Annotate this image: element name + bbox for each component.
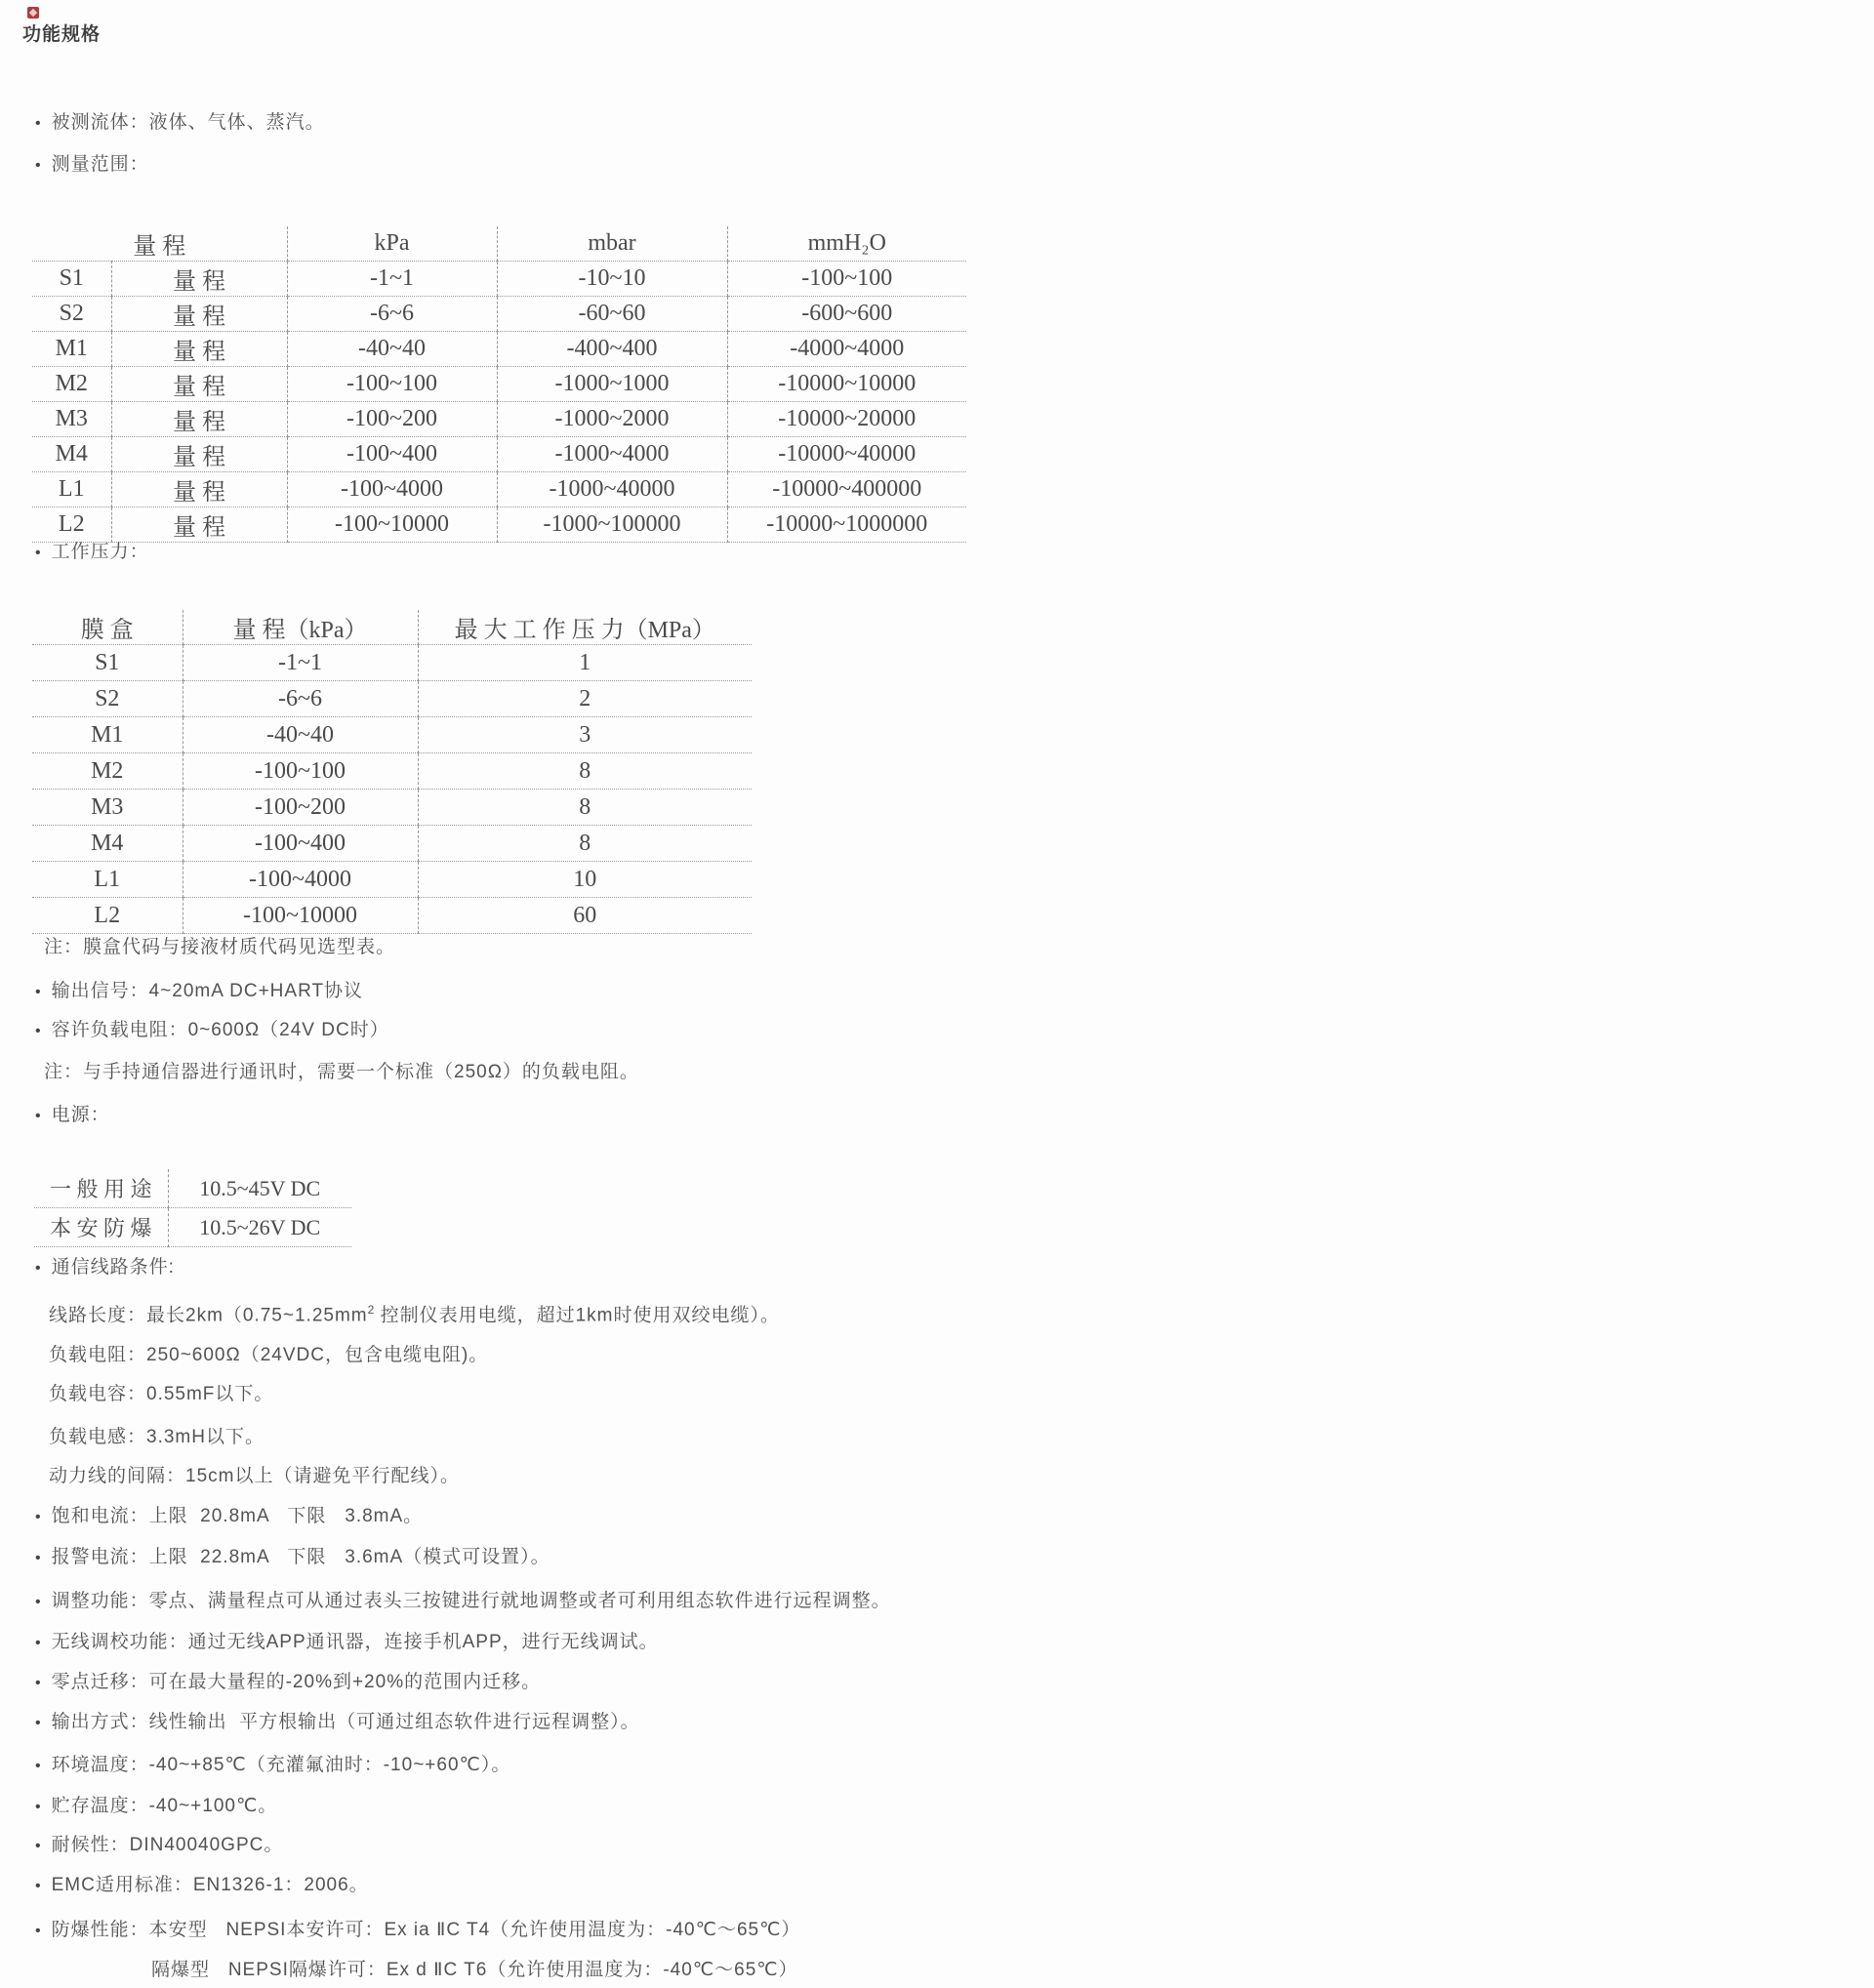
spec-load-capacitance: 负载电容：0.55mF以下。 (49, 1384, 274, 1404)
column-header: kPa (287, 226, 497, 262)
table-cell: S2 (32, 681, 183, 717)
table-cell: 量 程 (111, 297, 287, 332)
table-cell: -10000~10000 (727, 367, 966, 402)
table-cell: 10 (418, 862, 752, 898)
spec-range-label: • 测量范围： (35, 152, 149, 178)
table-cell: M1 (32, 717, 183, 753)
table-cell: 3 (418, 717, 752, 753)
table-cell: S1 (32, 262, 111, 297)
table-cell: -4000~4000 (727, 332, 966, 367)
table-row (32, 437, 966, 472)
max-working-pressure-table (32, 610, 752, 934)
table-cell: -100~10000 (183, 898, 418, 934)
measuring-range-table (32, 226, 966, 543)
table-cell: -100~400 (287, 437, 497, 472)
table-cell: 一 般 用 途 (34, 1169, 168, 1208)
table-cell: -100~100 (727, 262, 966, 297)
table-cell: M1 (32, 332, 111, 367)
table-header-row (32, 226, 966, 262)
table-cell: -100~4000 (183, 862, 418, 898)
table-row (32, 898, 752, 934)
table-cell: -100~100 (183, 753, 418, 790)
column-header: 膜 盒 (32, 610, 183, 645)
table-row (32, 862, 752, 898)
table-cell: L2 (32, 507, 111, 543)
table-cell: -400~400 (497, 332, 727, 367)
table-cell: -1~1 (287, 262, 497, 297)
table-cell: S2 (32, 297, 111, 332)
table-row (34, 1169, 351, 1208)
table-cell: -1000~4000 (497, 437, 727, 472)
table-cell: 本 安 防 爆 (34, 1208, 168, 1247)
note-hart: 注：与手持通信器进行通讯时，需要一个标准（250Ω）的负载电阻。 (44, 1062, 639, 1082)
spec-output-signal: • 输出信号：4~20mA DC+HART协议 (35, 979, 363, 1004)
table-cell: 2 (418, 681, 752, 717)
table-cell: M4 (32, 826, 183, 862)
table-cell: -100~400 (183, 826, 418, 862)
table-cell: L2 (32, 898, 183, 934)
table-cell: -1000~2000 (497, 402, 727, 437)
table-cell: L1 (32, 472, 111, 507)
table-cell: 8 (418, 790, 752, 826)
table-cell: -10000~1000000 (727, 507, 966, 543)
table-cell: 量 程 (111, 367, 287, 402)
power-supply-table (34, 1169, 351, 1247)
spec-weather-resistance: • 耐候性：DIN40040GPC。 (35, 1833, 283, 1858)
table-cell: -1~1 (183, 645, 418, 681)
table-cell: 量 程 (111, 472, 287, 507)
table-cell: 10.5~26V DC (168, 1208, 351, 1247)
line-length-text: 线路长度：最长2km（0.75~1.25mm (49, 1305, 368, 1326)
spec-comm-label: • 通信线路条件: (35, 1255, 175, 1280)
table-cell: -100~100 (287, 367, 497, 402)
table-row (32, 645, 752, 681)
page-title: 功能规格 (22, 24, 102, 45)
table-cell: L1 (32, 862, 183, 898)
spec-load-resistance: • 容许负载电阻：0~600Ω（24V DC时） (35, 1018, 389, 1043)
table-cell: 量 程 (111, 437, 287, 472)
table-cell: -100~200 (287, 402, 497, 437)
superscript-2: 2 (367, 1303, 375, 1317)
spec-zero-shift: • 零点迁移：可在最大量程的-20%到+20%的范围内迁移。 (35, 1670, 541, 1695)
table-row (32, 402, 966, 437)
spec-explosion-proof-line1: • 防爆性能：本安型 NEPSI本安许可：Ex ia ⅡC T4（允许使用温度为：-40℃～65℃） (35, 1918, 800, 1943)
spec-adjust-function: • 调整功能：零点、满量程点可从通过表头三按键进行就地调整或者可利用组态软件进行远程调整。 (35, 1589, 891, 1614)
table-cell: 1 (418, 645, 752, 681)
table-cell: -10000~20000 (727, 402, 966, 437)
table-cell: 60 (418, 898, 752, 934)
column-header: 量 程 (32, 226, 287, 262)
table-cell: -100~10000 (287, 507, 497, 543)
table-row (34, 1208, 351, 1247)
table-cell: -1000~40000 (497, 472, 727, 507)
table-cell: 量 程 (111, 507, 287, 543)
table-cell: 10.5~45V DC (168, 1169, 351, 1208)
spec-working-pressure-label: • 工作压力： (35, 540, 149, 565)
table-row (32, 507, 966, 543)
table-cell: -600~600 (727, 297, 966, 332)
table-row (32, 790, 752, 826)
column-header: mbar (497, 226, 727, 262)
table-cell: -100~4000 (287, 472, 497, 507)
table-cell: -60~60 (497, 297, 727, 332)
table-cell: M3 (32, 790, 183, 826)
table-cell: S1 (32, 645, 183, 681)
spec-storage-temp: • 贮存温度：-40~+100℃。 (35, 1794, 277, 1819)
table-cell: -6~6 (183, 681, 418, 717)
table-cell: -40~40 (183, 717, 418, 753)
column-header: mmH₂O (727, 226, 966, 262)
spec-line-length (49, 1298, 780, 1327)
column-header: 最 大 工 作 压 力（MPa） (418, 610, 752, 645)
table-cell: M2 (32, 753, 183, 790)
spec-alarm-current: • 报警电流：上限 22.8mA 下限 3.6mA（模式可设置）。 (35, 1545, 550, 1570)
table-header-row (32, 610, 752, 645)
spec-load-inductance: 负载电感：3.3mH以下。 (49, 1427, 265, 1447)
spec-power-line-gap: 动力线的间隔：15cm以上（请避免平行配线）。 (49, 1466, 460, 1486)
table-cell: -10000~40000 (727, 437, 966, 472)
spec-power-label: • 电源： (35, 1103, 110, 1128)
table-cell: -6~6 (287, 297, 497, 332)
table-row (32, 717, 752, 753)
table-row (32, 681, 752, 717)
spec-wireless-adjust: • 无线调校功能：通过无线APP通讯器，连接手机APP，进行无线调试。 (35, 1630, 659, 1655)
spec-output-mode: • 输出方式：线性输出 平方根输出（可通过组态软件进行远程调整）。 (35, 1710, 640, 1735)
column-header: 量 程（kPa） (183, 610, 418, 645)
table-cell: 8 (418, 826, 752, 862)
table-cell: -1000~100000 (497, 507, 727, 543)
table-row (32, 472, 966, 507)
table-row (32, 297, 966, 332)
table-cell: M4 (32, 437, 111, 472)
table-cell: -1000~1000 (497, 367, 727, 402)
table-row (32, 753, 752, 790)
table-row (32, 332, 966, 367)
spec-comm-load-resistance: 负载电阻：250~600Ω（24VDC，包含电缆电阻)。 (49, 1345, 489, 1365)
spec-emc-standard: • EMC适用标准：EN1326-1：2006。 (35, 1873, 369, 1898)
line-length-text-tail: 控制仪表用电缆，超过1km时使用双绞电缆）。 (374, 1305, 780, 1326)
spec-saturation-current: • 饱和电流：上限 20.8mA 下限 3.8mA。 (35, 1504, 423, 1529)
table-cell: 量 程 (111, 332, 287, 367)
note-membrane: 注：膜盒代码与接液材质代码见选型表。 (44, 937, 396, 957)
red-document-badge-icon (27, 7, 39, 19)
table-cell: -10~10 (497, 262, 727, 297)
table-cell: -40~40 (287, 332, 497, 367)
table-cell: -10000~400000 (727, 472, 966, 507)
table-cell: M2 (32, 367, 111, 402)
table-cell: 量 程 (111, 262, 287, 297)
spec-fluid: • 被测流体：液体、气体、蒸汽。 (35, 110, 325, 136)
table-row (32, 262, 966, 297)
table-cell: 量 程 (111, 402, 287, 437)
spec-ambient-temp: • 环境温度：-40~+85℃（充灌氟油时：-10~+60℃）。 (35, 1753, 510, 1778)
spec-explosion-proof-line2: 隔爆型 NEPSI隔爆许可：Ex d ⅡC T6（允许使用温度为：-40℃～65℃） (151, 1960, 798, 1980)
table-row (32, 367, 966, 402)
table-cell: 8 (418, 753, 752, 790)
table-cell: M3 (32, 402, 111, 437)
table-cell: -100~200 (183, 790, 418, 826)
table-row (32, 826, 752, 862)
